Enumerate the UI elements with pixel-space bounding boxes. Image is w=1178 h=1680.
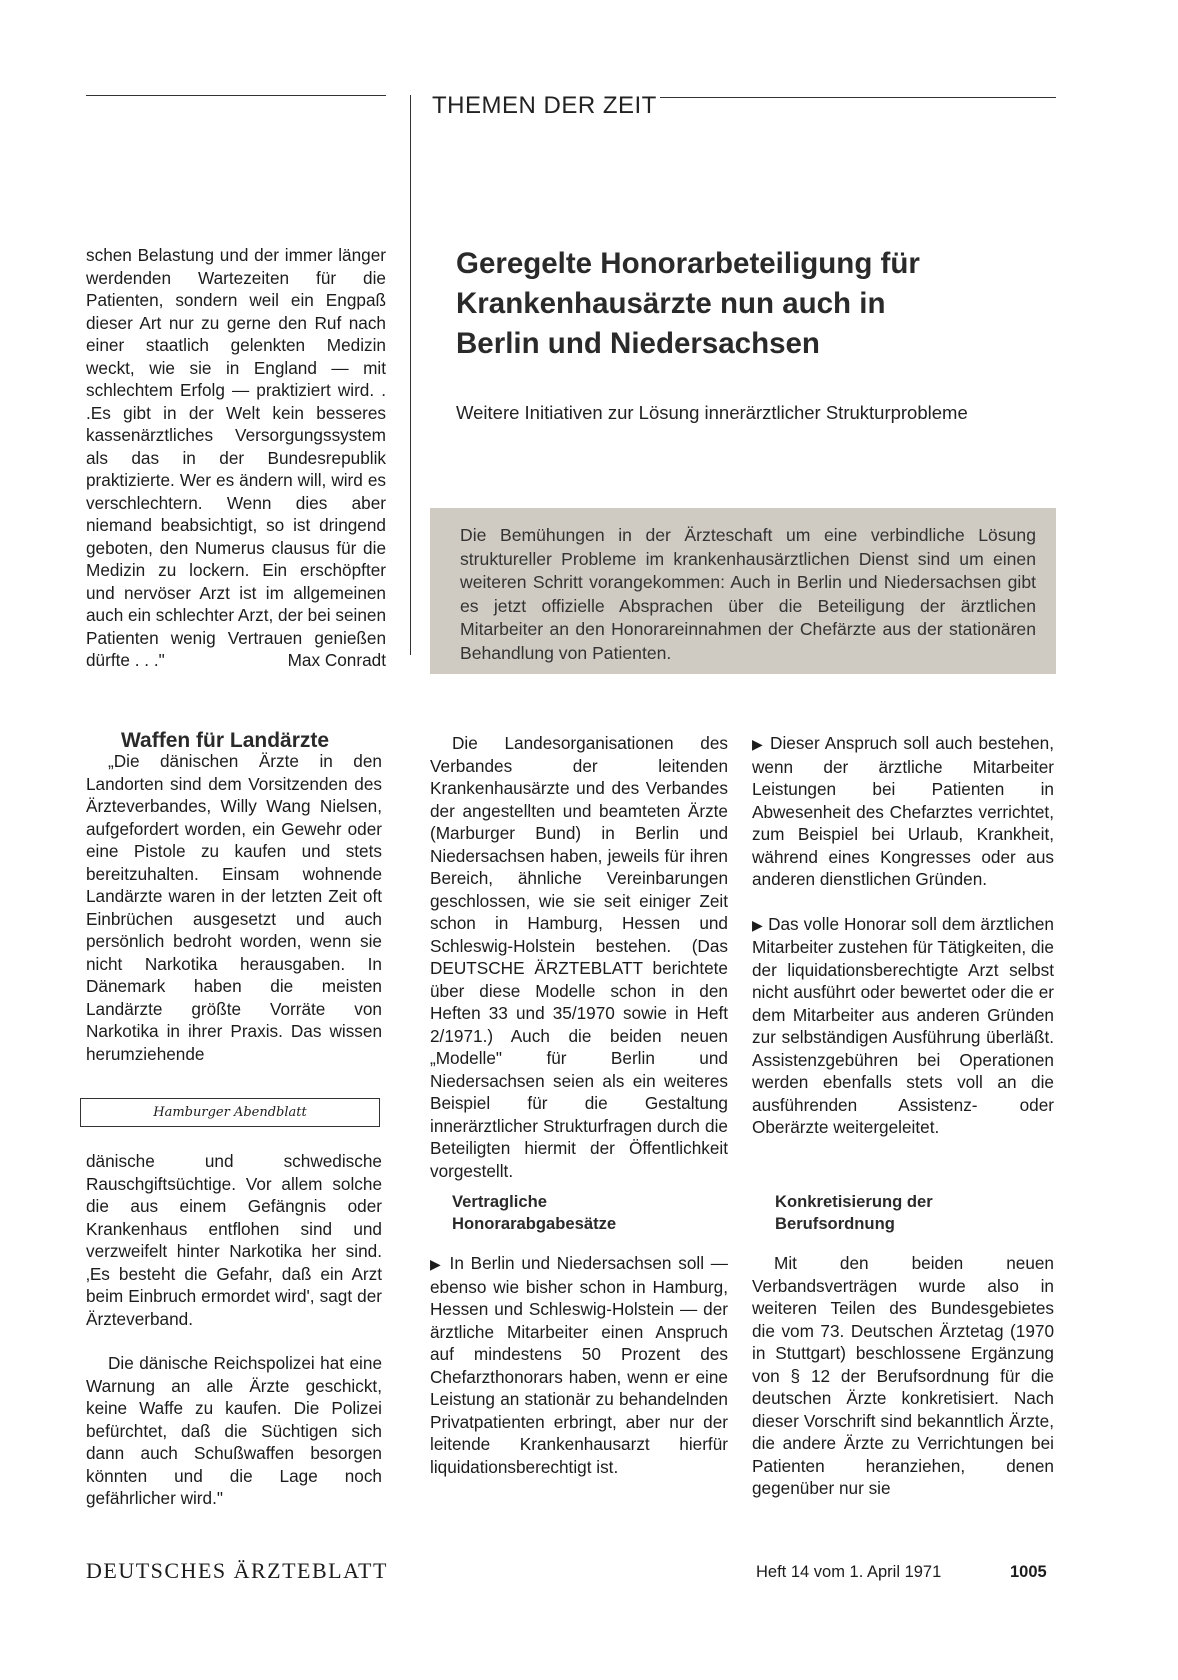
- triangle-bullet-icon: ▶: [752, 916, 764, 933]
- box-paragraph-3: Die dänische Reichspolizei hat eine Warnung an alle Ärzte geschickt, keine Waffe zu kaufen. Die Polizei befürchtet, daß die Süchtigen sich dann auch Schußwaffen besorgen könnten und die Lage noch gefährlicher wird.": [86, 1353, 382, 1508]
- page-number: 1005: [1010, 1563, 1047, 1581]
- middle-paragraph-2: ▶ In Berlin und Niedersachsen soll — ebenso wie bisher schon in Hamburg, Hessen und Schleswig-Holstein — der ärztliche Mitarbeiter einen Anspruch auf mindestens 50 Prozent des Chefarzthonorars haben, wenn er eine Leistung an stationär zu behandelnden Privatpatienten erbringt, aber nur der leitende Krankenhausarzt hierfür liquidationsberechtigt ist.: [430, 1253, 728, 1477]
- box-column: [86, 750, 382, 1065]
- middle-column: [430, 732, 728, 1182]
- left-top-author: Max Conradt: [287, 650, 386, 670]
- triangle-bullet-icon: ▶: [430, 1256, 443, 1272]
- right-column: [752, 732, 1054, 1139]
- right-paragraph-2: ▶ Das volle Honorar soll dem ärztlichen Mitarbeiter zustehen für Tätigkeiten, die der liquidationsberechtigte Arzt selbst nicht ausführt oder bewertet oder die er dem Mitarbeiter aus anderen Gründen zur selbständigen Ausführung überläßt. Assistenzgebühren bei Operationen werden ebenfalls stets voll an die ausführenden Assistenz- oder Oberärzte weitergeleitet.: [752, 913, 1054, 1137]
- box-paragraph-1: „Die dänischen Ärzte in den Landorten sind dem Vorsitzenden des Ärzteverbandes, Willy Wang Nielsen, aufgefordert worden, ein Gewehr oder eine Pistole zu kaufen und stets bereitzuhalten. Einsam wohnende Landärzte waren in der letzten Zeit oft Einbrüchen ausgesetzt und auch persönlich bedroht worden, wenn sie nicht Narkotika herausgaben. In Dänemark haben die meisten Landärzte größte Vorräte von Narkotika in ihrer Praxis. Das wissen herumziehende: [86, 751, 382, 1064]
- triangle-bullet-icon: ▶: [752, 736, 765, 752]
- source-masthead: Hamburger Abendblatt: [80, 1098, 380, 1127]
- middle-column-lower: [430, 1252, 728, 1478]
- section-header: THEMEN DER ZEIT: [432, 92, 657, 119]
- left-top-text: schen Belastung und der immer länger werdenden Wartezeiten für die Patienten, sondern weil ein Engpaß dieser Art nur zu gerne den Ruf nach einer staatlich gelenkten Medizin weckt, wie sie in England — mit schlechtem Erfolg — praktiziert wird. . .Es gibt in der Welt kein besseres kassenärztliches Versorgungssystem als das in der Bundesrepublik praktizierte. Wer es ändern will, wird es verschlechtern. Wenn dies aber niemand beabsichtigt, so ist dringend geboten, den Numerus clausus für die Medizin zu lockern. Ein erschöpfter und nervöser Arzt ist im allgemeinen auch ein schlechter Arzt, der bei seinen Patienten wenig Vertrauen genießen dürfte . . ." Max Conradt: [86, 245, 387, 670]
- header-rule-left: [86, 95, 386, 96]
- right-subhead: Konkretisierung der Berufsordnung: [775, 1192, 933, 1233]
- right-paragraph-1: ▶ Dieser Anspruch soll auch bestehen, wenn der ärztliche Mitarbeiter Leistungen bei Patienten in Abwesenheit des Chefarztes verrichtet, zum Beispiel bei Urlaub, Krankheit, während eines Kongresses oder aus anderen dienstlichen Gründen.: [752, 733, 1054, 889]
- footer-journal: DEUTSCHES ÄRZTEBLATT: [86, 1558, 388, 1583]
- box-column-continued: [86, 1150, 382, 1510]
- footer-issue: Heft 14 vom 1. April 1971: [756, 1563, 942, 1581]
- middle-subhead: Vertragliche Honorarabgabesätze: [452, 1192, 617, 1233]
- article-subtitle: Weitere Initiativen zur Lösung innerärztlicher Strukturprobleme: [456, 402, 968, 423]
- middle-paragraph-1: Die Landesorganisationen des Verbandes der leitenden Krankenhausärzte und des Verbandes der angestellten und beamteten Ärzte (Marburger Bund) in Berlin und Niedersachsen haben, jeweils für ihren Bereich, ähnliche Vereinbarungen geschlossen, wie sie seit einiger Zeit schon in Hamburg, Hessen und Schleswig-Holstein bestehen. (Das DEUTSCHE ÄRZTEBLATT berichtete über diese Modelle schon in den Heften 33 und 35/1970 sowie in Heft 2/1971.) Auch die beiden neuen „Modelle" für Berlin und Niedersachsen seien als ein weiteres Beispiel für die Gestaltung innerärztlicher Strukturfragen durch die Beteiligten hiermit der Öffentlichkeit vorgestellt.: [430, 733, 728, 1181]
- article-lead: Die Bemühungen in der Ärzteschaft um eine verbindliche Lösung struktureller Probleme im krankenhausärztlichen Dienst sind um einen weiteren Schritt vorangekommen: Auch in Berlin und Niedersachsen gibt es jetzt offizielle Absprachen über die Beteiligung der ärztlichen Mitarbeiter an den Honorareinnahmen der Chefärzte aus der stationären Behandlung von Patienten.: [430, 508, 1056, 674]
- article-headline: Geregelte Honorarbeteiligung für Krankenhausärzte nun auch in Berlin und Niedersachsen: [456, 247, 920, 360]
- right-column-lower: [752, 1252, 1054, 1500]
- box-paragraph-2: dänische und schwedische Rauschgiftsüchtige. Vor allem solche die aus einem Gefängnis oder Krankenhaus entflohen sind und verzweifelt hinter Narkotika her sind. ‚Es besteht die Gefahr, daß ein Arzt beim Einbruch ermordet wird', sagt der Ärzteverband.: [86, 1151, 382, 1329]
- header-vertical-rule: [410, 95, 411, 655]
- right-paragraph-3: Mit den beiden neuen Verbandsverträgen wurde also in weiteren Teilen des Bundesgebietes die vom 73. Deutschen Ärztetag (1970 in Stuttgart) beschlossene Ergänzung von § 12 der Berufsordnung für die deutschen Ärzte konkretisiert. Nach dieser Vorschrift sind bekanntlich Ärzte, die andere Ärzte zu Verrichtungen bei Patienten heranziehen, denen gegenüber nur sie: [752, 1253, 1054, 1498]
- header-rule-right: [660, 97, 1056, 98]
- box-title: Waffen für Landärzte: [121, 729, 330, 752]
- left-top-column: [86, 244, 386, 672]
